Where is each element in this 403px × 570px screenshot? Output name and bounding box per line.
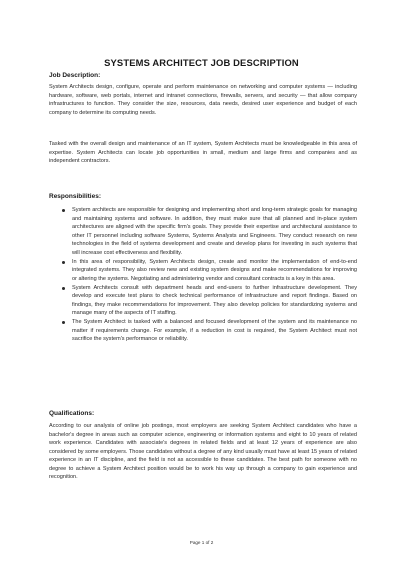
bullet-icon <box>62 209 65 212</box>
list-item-text: The System Architect is tasked with a balanced and focused development of the system and its maintenance no matter if requirements change. For example, if a reduction in cost is required, the System Architect must not sacrifice the system's performance or reliability. <box>72 319 357 342</box>
list-item <box>49 318 357 344</box>
job-description-paragraph-2: Tasked with the overall design and maintenance of an IT system, System Architects must be knowledgeable in this area of expertise. System Architects can locate job opportunities in small, medium and large firms and companies and as independent contractors. <box>49 141 357 164</box>
qualifications-heading: Qualifications: <box>49 410 95 417</box>
qualifications-paragraph: According to our analysis of online job postings, most employers are seeking System Architect candidates who have a bachelor's degree in areas such as computer science, engineering or information systems and eight to 10 years of related work experience. Candidates with associate's degrees in related fields and at least 12 years of experience are also considered by some employers. Those candidates without a degree of any kind usually must have at least 15 years of related experience in an IT discipline, and the field is not as accessible to these candidates. The best path for someone with no degree to achieve a System Architect position would be to work his way up through a company to gain experience and recognition. <box>49 423 357 480</box>
list-item-text: In this area of responsibility, System Architects design, create and monitor the implementation of end-to-end integrated systems. They also review new and existing system designs and make recommendations for improving or altering the systems. Negotiating and administering vendor and consultant contracts is a key in this area. <box>72 258 357 282</box>
bullet-icon <box>62 261 65 264</box>
responsibilities-list <box>49 206 357 344</box>
page-number-footer: Page 1 of 2 <box>189 540 214 545</box>
page-title: SYSTEMS ARCHITECT JOB DESCRIPTION <box>104 57 299 68</box>
list-item <box>49 258 357 284</box>
job-description-paragraph-1: System Architects design, configure, operate and perform maintenance on networking and computer systems — including hardware, software, web portals, internet and intranet connections, firewalls, servers, and security — that allow company infrastructures to function. They consider the size, resources, data needs, desired user experience and budget of each company to determine its computing needs. <box>49 84 357 116</box>
responsibilities-heading: Responsibilities: <box>49 193 102 200</box>
job-description-heading: Job Description: <box>49 72 101 79</box>
list-item <box>49 206 357 257</box>
bullet-icon <box>62 321 65 324</box>
list-item-text: System architects are responsible for designing and implementing short and long-term strategic goals for managing and maintaining systems and software. In addition, they must make sure that all planned and in-place system architectures are aligned with the specific firm's goals. They provide their expertise and architectural assistance to other IT personnel including software Systems, Systems Analysts and Engineers. They conduct research on new technologies in the field of systems development and create and develop plans for investing in such systems that will increase cost effectiveness and flexibility. <box>72 207 357 256</box>
list-item-text: System Architects consult with department heads and end-users to further infrastructure development. They develop and execute test plans to check technical performance of infrastructure and report findings. Based on findings, they make recommendations for improvement. They also develop policies for standardizing systems and manage many of the aspects of IT staffing. <box>72 284 357 316</box>
list-item <box>49 284 357 318</box>
bullet-icon <box>62 287 65 290</box>
